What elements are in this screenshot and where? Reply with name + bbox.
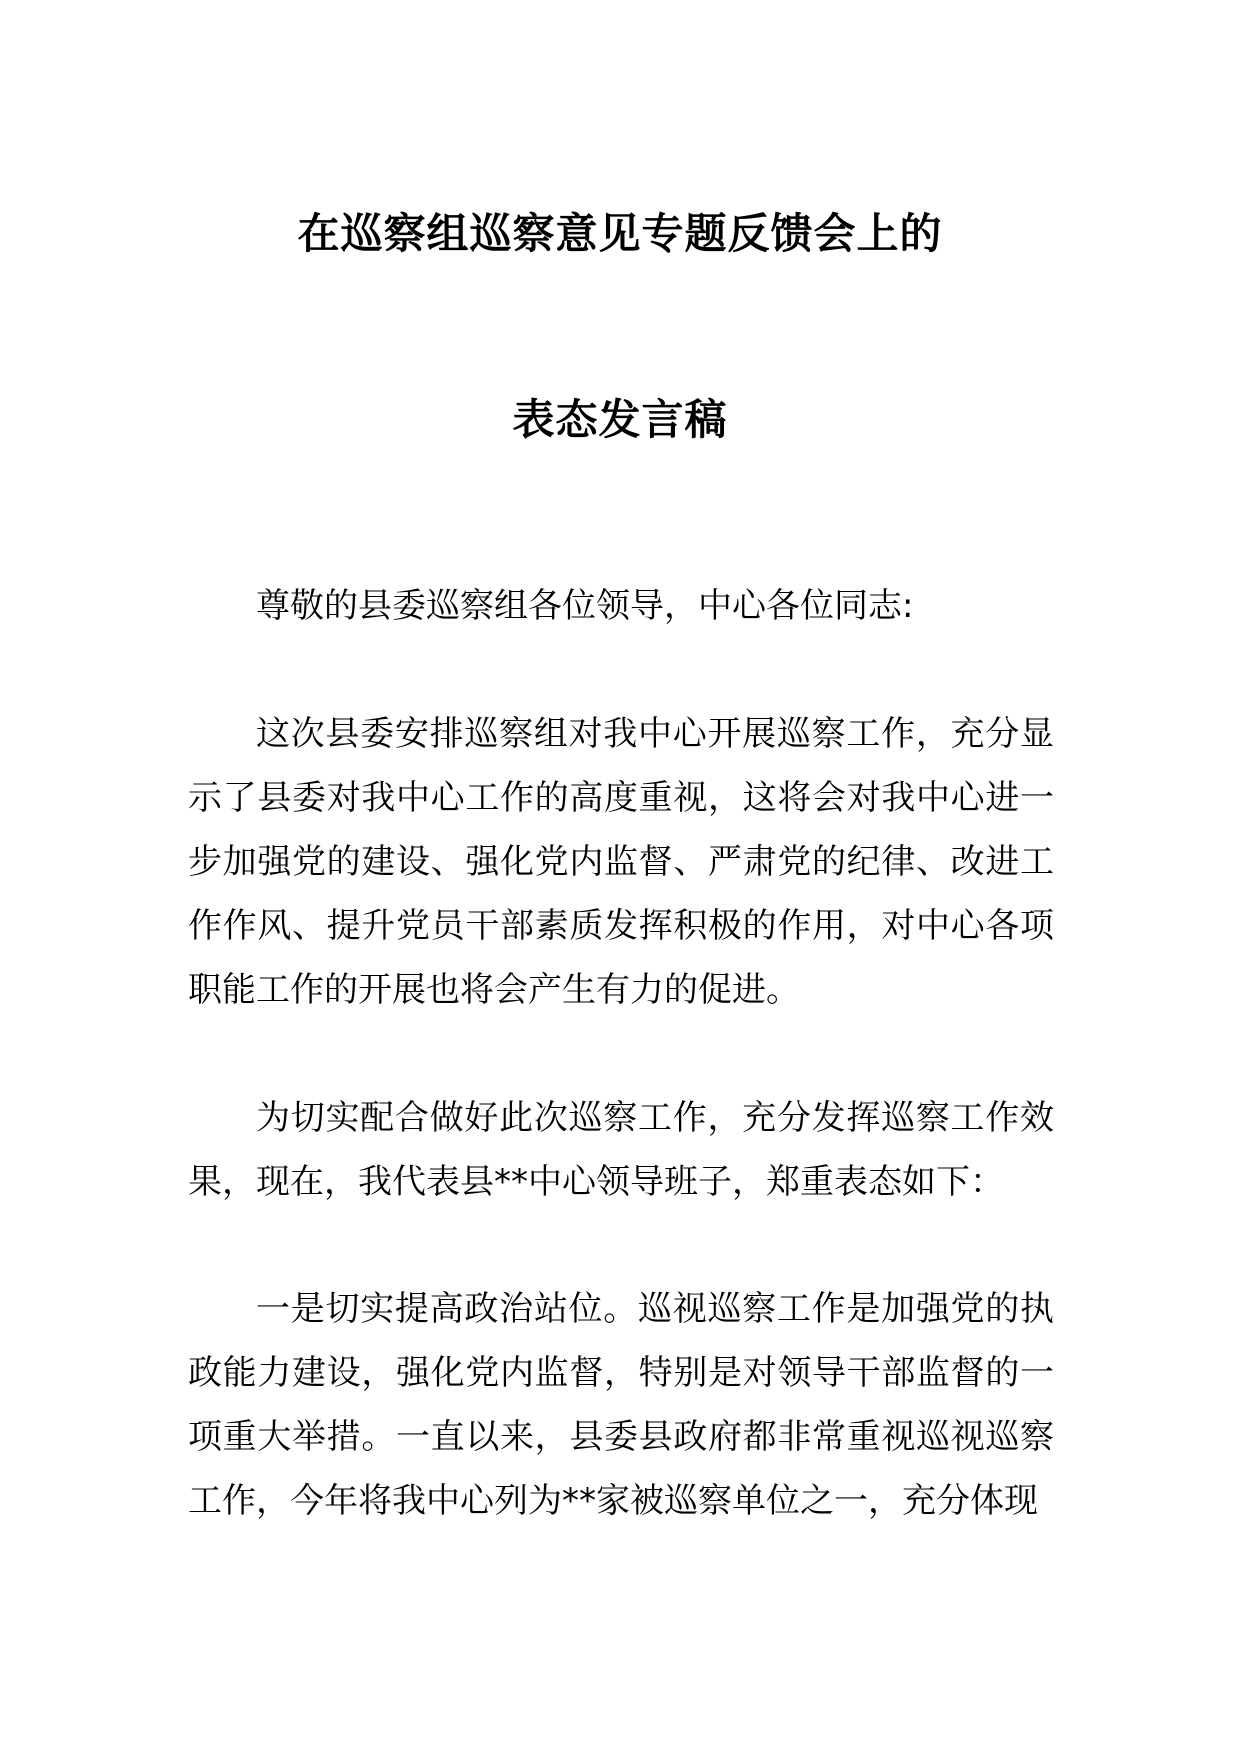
document-title-line-1: 在巡察组巡察意见专题反馈会上的 bbox=[297, 209, 943, 258]
document-title-line-2: 表态发言稿 bbox=[512, 395, 728, 444]
greeting-paragraph: 尊敬的县委巡察组各位领导，中心各位同志: bbox=[256, 586, 914, 626]
body-paragraph-3: 一是切实提高政治站位。巡视巡察工作是加强党的执政能力建设，强化党内监督，特别是对领导干部监督的一项重大举措。一直以来，县委县政府都非常重视巡视巡察工作，今年将我中心列为**家被巡察单位之一，充分体现 bbox=[188, 1289, 1054, 1521]
body-paragraph-2: 为切实配合做好此次巡察工作，充分发挥巡察工作效果，现在，我代表县**中心领导班子，郑重表态如下： bbox=[188, 1098, 1054, 1202]
body-paragraph-1: 这次县委安排巡察组对我中心开展巡察工作，充分显示了县委对我中心工作的高度重视，这将会对我中心进一步加强党的建设、强化党内监督、严肃党的纪律、改进工作作风、提升党员干部素质发挥积极的作用，对中心各项职能工作的开展也将会产生有力的促进。 bbox=[188, 714, 1054, 1010]
